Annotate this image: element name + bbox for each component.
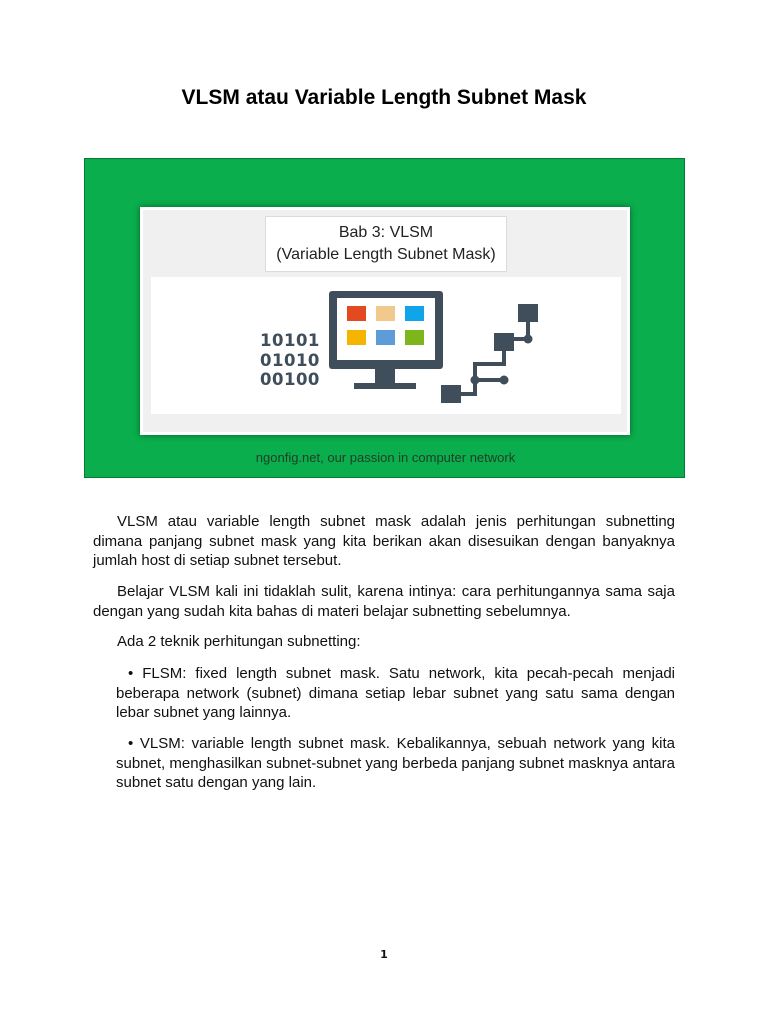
bullet-symbol: • bbox=[128, 735, 134, 752]
figure-heading-line2: (Variable Length Subnet Mask) bbox=[276, 246, 496, 263]
bullet-symbol: • bbox=[128, 665, 134, 682]
paragraph-intro: VLSM atau variable length subnet mask adalah jenis perhitungan subnetting dimana panjang subnet mask yang kita berikan akan disesuikan dengan banyaknya jumlah host di setiap subnet tersebut. bbox=[93, 513, 675, 569]
monitor-icon bbox=[329, 291, 443, 389]
figure-banner bbox=[84, 158, 685, 478]
binary-line: 00100 bbox=[260, 370, 320, 389]
bullet-text: FLSM: fixed length subnet mask. Satu network, kita pecah-pecah menjadi beberapa network (subnet) dimana setiap lebar subnet yang satu sama dengan lebar subnet yang lainnya. bbox=[116, 665, 675, 721]
figure-heading-line1: Bab 3: VLSM bbox=[338, 224, 434, 241]
color-tile bbox=[347, 330, 366, 345]
binary-line: 10101 bbox=[260, 331, 320, 350]
illustration-svg bbox=[151, 277, 621, 414]
figure-heading bbox=[265, 216, 507, 272]
bullet-item-flsm bbox=[116, 664, 675, 723]
figure-tagline: ngonfig.net, our passion in computer network bbox=[255, 450, 516, 465]
color-tile bbox=[376, 306, 395, 321]
color-tile bbox=[405, 330, 424, 345]
binary-text bbox=[260, 331, 320, 390]
paragraph-learning: Belajar VLSM kali ini tidaklah sulit, karena intinya: cara perhitungannya sama saja dengan yang sudah kita bahas di materi belajar subnetting sebelumnya. bbox=[93, 583, 675, 620]
network-tree-icon bbox=[441, 304, 538, 403]
color-tile bbox=[347, 306, 366, 321]
binary-line: 01010 bbox=[260, 350, 320, 370]
color-tile bbox=[376, 330, 395, 345]
figure-illustration bbox=[151, 277, 621, 414]
bullet-text: VLSM: variable length subnet mask. Kebalikannya, sebuah network yang kita subnet, menghasilkan subnet-subnet yang berbeda panjang subnet masknya antara subnet satu dengan yang lain. bbox=[116, 735, 675, 791]
figure-card bbox=[140, 207, 630, 435]
page-title: VLSM atau Variable Length Subnet Mask bbox=[181, 86, 587, 109]
page-number: 1 bbox=[380, 948, 388, 961]
bullet-item-vlsm bbox=[116, 734, 675, 793]
color-tile bbox=[405, 306, 424, 321]
paragraph-techniques: Ada 2 teknik perhitungan subnetting: bbox=[117, 633, 361, 650]
